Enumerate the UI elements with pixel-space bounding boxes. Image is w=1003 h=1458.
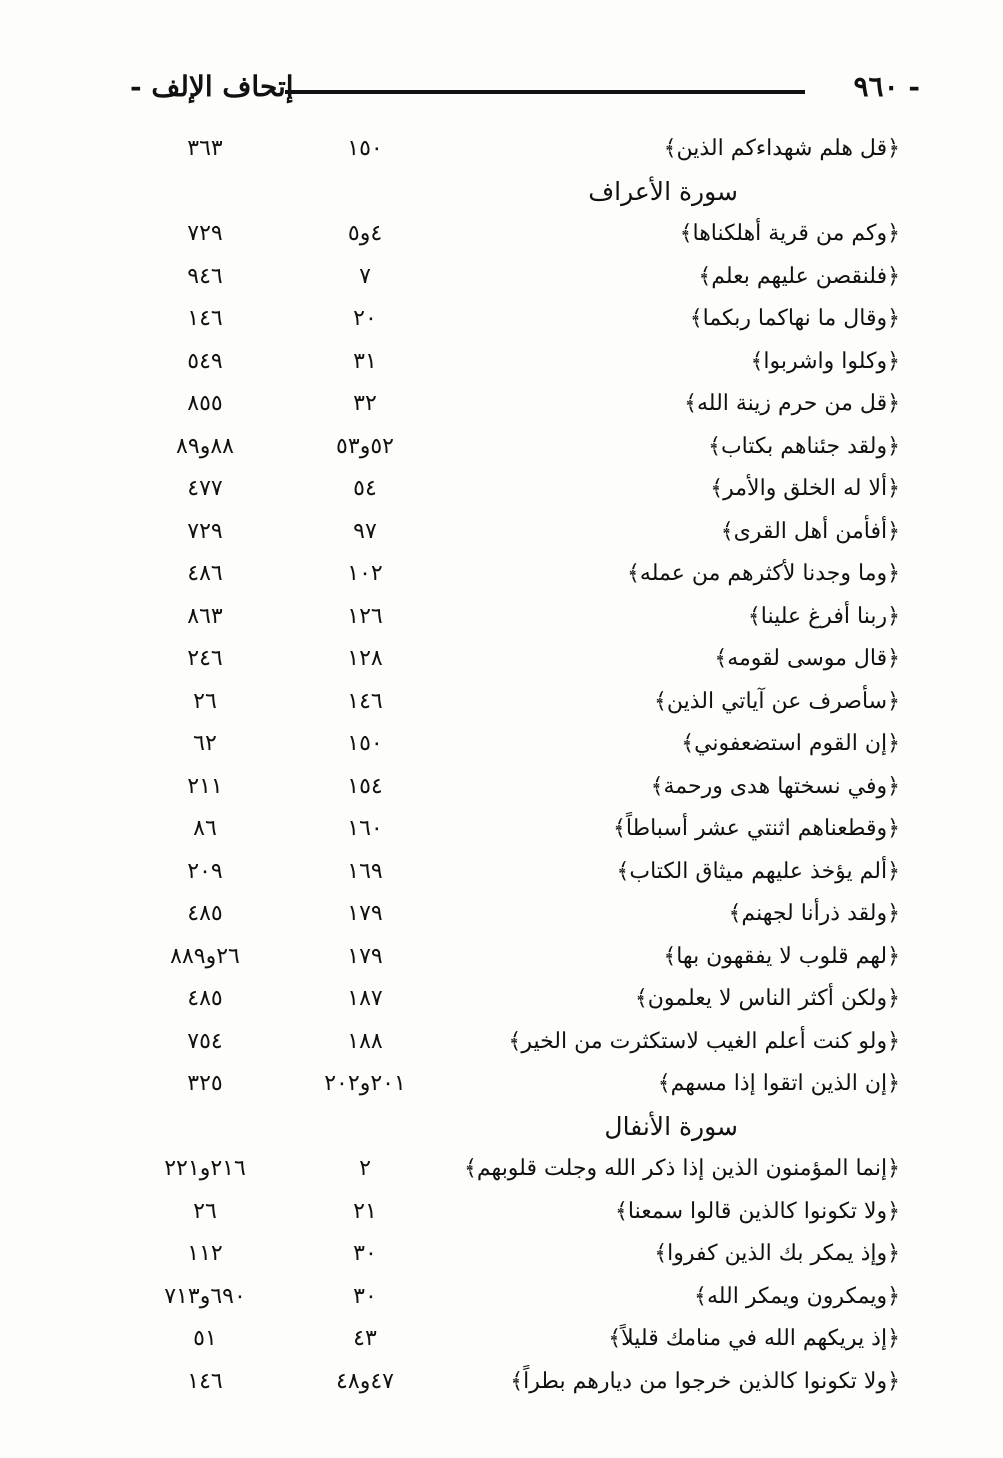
book-title: إتحاف الإلف - (130, 70, 294, 103)
page-reference: ٧٢٩ (187, 221, 223, 246)
verse-number: ٤٣ (353, 1326, 377, 1351)
index-entry-row (0, 766, 1003, 809)
page-reference: ٨٥٥ (187, 391, 223, 416)
page-reference: ٢٠٩ (187, 858, 223, 884)
verse-phrase: ﴿وما وجدنا لأكثرهم من عمله﴾ (627, 561, 900, 586)
page-reference: ٨٦٣ (187, 603, 223, 629)
verse-phrase: ﴿إنما المؤمنون الذين إذا ذكر الله وجلت قلوبهم﴾ (464, 1156, 900, 1181)
surah-title: سورة الأعراف (588, 176, 738, 206)
index-entry-row (0, 511, 1003, 554)
verse-number: ١٢٦ (347, 603, 383, 629)
verse-phrase: ﴿إن الذين اتقوا إذا مسهم﴾ (657, 1071, 900, 1096)
index-entry-row (0, 553, 1003, 596)
page-reference: ٤٨٥ (187, 986, 223, 1011)
index-entry-row (0, 893, 1003, 936)
verse-phrase: ﴿فلنقصن عليهم بعلم﴾ (698, 263, 900, 289)
verse-number: ٣١ (353, 348, 377, 374)
page-reference: ٧٢٩ (187, 518, 223, 544)
index-entry-row (0, 851, 1003, 894)
verse-number: ١٧٩ (347, 943, 383, 969)
page-number: - ٩٦٠ (853, 70, 920, 103)
verse-phrase: ﴿وقال ما نهاكما ربكما﴾ (689, 306, 900, 331)
index-entry-row (0, 1233, 1003, 1276)
page-reference: ٧٥٤ (187, 1028, 223, 1054)
surah-heading-row (0, 171, 1003, 214)
page-reference: ٢٦ (193, 688, 217, 714)
page-reference: ١٤٦ (187, 1368, 223, 1394)
page-reference: ٩٤٦ (187, 263, 223, 289)
verse-phrase: ﴿وكم من قرية أهلكناها﴾ (679, 221, 900, 246)
verse-phrase: ﴿ألا له الخلق والأمر﴾ (710, 476, 900, 501)
index-entry-row (0, 1148, 1003, 1191)
verse-phrase: ﴿إذ يريكهم الله في منامك قليلاً﴾ (608, 1326, 900, 1351)
index-entry-row (0, 213, 1003, 256)
verse-number: ٢٠ (353, 306, 377, 331)
index-entry-row (0, 1361, 1003, 1404)
page-reference: ١٤٦ (187, 306, 223, 331)
header-rule (285, 90, 805, 94)
verse-number: ٣٢ (353, 391, 377, 416)
page-reference: ٢١١ (187, 773, 223, 799)
verse-phrase: ﴿ويمكرون ويمكر الله﴾ (694, 1283, 900, 1309)
verse-phrase: ﴿ولقد جئناهم بكتاب﴾ (708, 433, 900, 459)
page-reference: ٥١ (193, 1326, 217, 1351)
verse-number: ١٠٢ (347, 561, 383, 586)
verse-number: ٤٧و٤٨ (336, 1368, 394, 1394)
page-reference: ١١٢ (187, 1241, 223, 1266)
page-reference: ٨٨و٨٩ (176, 433, 234, 459)
index-entry-row (0, 1191, 1003, 1234)
page-reference: ٨٦ (193, 816, 217, 841)
verse-number: ٢١ (353, 1198, 377, 1224)
page-reference: ٤٨٥ (187, 901, 223, 926)
page-reference: ٢٤٦ (187, 646, 223, 671)
verse-phrase: ﴿وقطعناهم اثنتي عشر أسباطاً﴾ (613, 816, 900, 841)
index-entry-row (0, 808, 1003, 851)
verse-number: ١٥٤ (347, 773, 383, 799)
index-list (0, 128, 1003, 1403)
verse-number: ١٧٩ (347, 901, 383, 926)
verse-phrase: ﴿إن القوم استضعفوني﴾ (681, 731, 900, 756)
page-reference: ٦٢ (193, 731, 217, 756)
index-entry-row (0, 468, 1003, 511)
index-entry-row (0, 596, 1003, 639)
verse-number: ١٥٠ (347, 136, 383, 161)
verse-number: ٢٠١و٢٠٢ (324, 1071, 406, 1096)
page-reference: ٥٤٩ (187, 348, 223, 374)
verse-phrase: ﴿ألم يؤخذ عليهم ميثاق الكتاب﴾ (616, 858, 900, 884)
page-reference: ٦٩٠و٧١٣ (164, 1283, 246, 1309)
verse-number: ١٨٨ (347, 1028, 383, 1054)
index-entry-row (0, 723, 1003, 766)
index-entry-row (0, 298, 1003, 341)
verse-number: ٤و٥ (347, 221, 383, 246)
verse-number: ٣٠ (353, 1241, 377, 1266)
verse-phrase: ﴿أفأمن أهل القرى﴾ (720, 518, 900, 544)
index-entry-row (0, 936, 1003, 979)
verse-phrase: ﴿قل هلم شهداءكم الذين﴾ (663, 136, 900, 161)
verse-phrase: ﴿ولا تكونوا كالذين خرجوا من ديارهم بطراً﴾ (510, 1368, 900, 1394)
verse-number: ٩٧ (353, 518, 377, 544)
verse-number: ١٨٧ (347, 986, 383, 1011)
verse-phrase: ﴿وإذ يمكر بك الذين كفروا﴾ (654, 1241, 900, 1266)
verse-phrase: ﴿وكلوا واشربوا﴾ (750, 348, 900, 374)
index-entry-row (0, 1276, 1003, 1319)
page-reference: ٢٦ (193, 1198, 217, 1224)
index-entry-row (0, 1318, 1003, 1361)
index-entry-row (0, 638, 1003, 681)
verse-phrase: ﴿قل من حرم زينة الله﴾ (684, 391, 900, 416)
page-reference: ٣٦٣ (187, 136, 223, 161)
surah-title: سورة الأنفال (604, 1111, 738, 1141)
page-reference: ٢٦و٨٨٩ (170, 943, 240, 969)
verse-phrase: ﴿سأصرف عن آياتي الذين﴾ (653, 688, 900, 714)
verse-number: ٧ (359, 263, 371, 289)
index-entry-row (0, 1063, 1003, 1106)
index-entry-row (0, 681, 1003, 724)
page-reference: ٢١٦و٢٢١ (164, 1156, 246, 1181)
verse-number: ٢ (359, 1156, 371, 1181)
verse-number: ٥٤ (353, 476, 377, 501)
verse-number: ٣٠ (353, 1283, 377, 1309)
verse-phrase: ﴿وفي نسختها هدى ورحمة﴾ (650, 773, 900, 799)
page-reference: ٤٨٦ (187, 561, 223, 586)
verse-phrase: ﴿ولا تكونوا كالذين قالوا سمعنا﴾ (615, 1198, 900, 1224)
page-reference: ٤٧٧ (187, 476, 223, 501)
verse-phrase: ﴿ولقد ذرأنا لجهنم﴾ (728, 901, 900, 926)
verse-phrase: ﴿ولكن أكثر الناس لا يعلمون﴾ (634, 986, 900, 1011)
verse-number: ١٢٨ (347, 646, 383, 671)
verse-phrase: ﴿لهم قلوب لا يفقهون بها﴾ (663, 943, 900, 969)
running-header (130, 70, 920, 110)
surah-heading-row (0, 1106, 1003, 1149)
verse-number: ١٤٦ (347, 688, 383, 714)
verse-number: ١٦٠ (347, 816, 383, 841)
verse-number: ١٦٩ (347, 858, 383, 884)
index-entry-row (0, 383, 1003, 426)
index-entry-row (0, 1021, 1003, 1064)
verse-phrase: ﴿ربنا أفرغ علينا﴾ (747, 603, 900, 629)
verse-number: ٥٢و٥٣ (336, 433, 394, 459)
index-entry-row (0, 256, 1003, 299)
index-entry-row (0, 128, 1003, 171)
verse-phrase: ﴿قال موسى لقومه﴾ (714, 646, 900, 671)
verse-phrase: ﴿ولو كنت أعلم الغيب لاستكثرت من الخير﴾ (508, 1028, 900, 1054)
index-entry-row (0, 341, 1003, 384)
verse-number: ١٥٠ (347, 731, 383, 756)
page-reference: ٣٢٥ (187, 1071, 223, 1096)
index-entry-row (0, 978, 1003, 1021)
index-entry-row (0, 426, 1003, 469)
